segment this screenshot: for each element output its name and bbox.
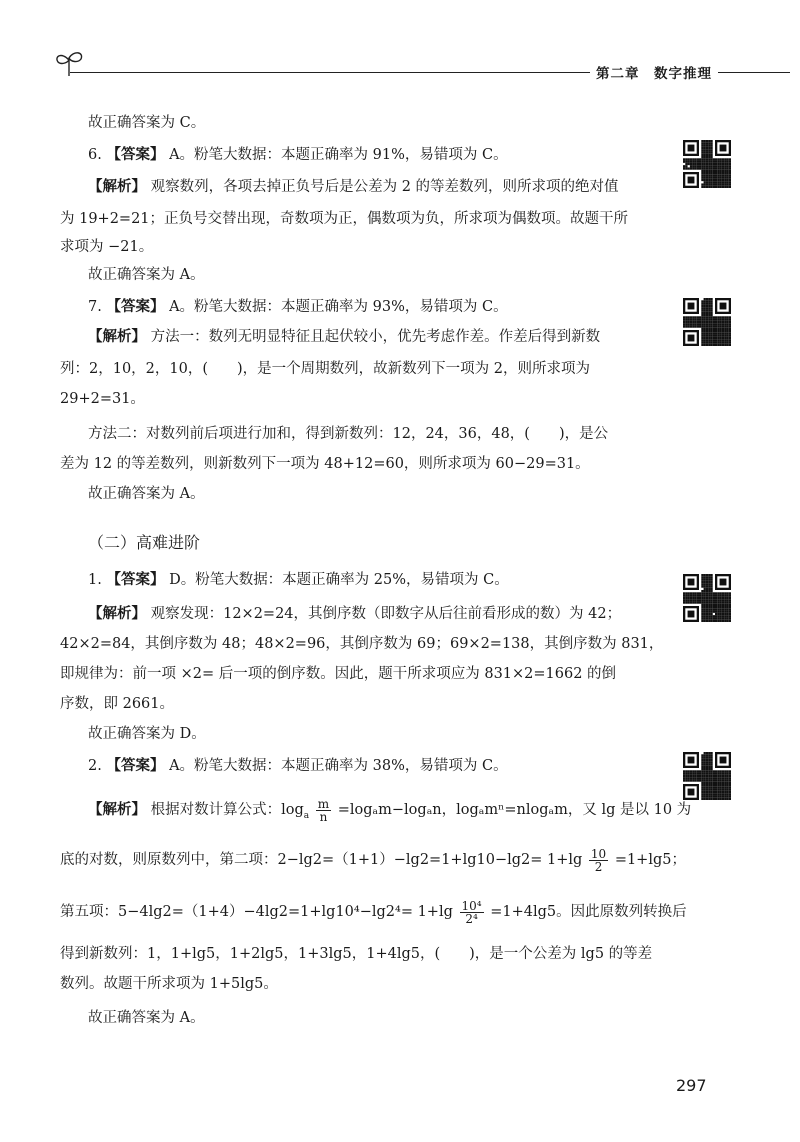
section-heading: （二）高难进阶 [88,533,201,552]
fraction-numerator: m [317,796,330,811]
q6-explanation-1 [88,177,619,197]
adv-q1-answer-text: D。粉笔大数据：本题正确率为 25%，易错项为 C。 [169,572,509,588]
second-term-prefix: 底的对数，则原数列中，第二项：2−lg2=（1+1）−lg2=1+lg10−lg2= 1+lg [60,852,583,868]
q6-explanation-tag: 【解析】 [88,179,146,195]
fraction-numerator: 10⁴ [461,898,482,913]
adv-q2-explanation-1: 【解析】 根据对数计算公式：$\log_a$ $\frac{m}{n}$ =logₐm−logₐn，logₐmⁿ=nlogₐm，又 lg 是以 10 为 [88,796,692,824]
adv-q1-answer [88,570,509,590]
adv-q1-final-answer: 故正确答案为 D。 [88,726,206,742]
formula-suffix: =logₐm−logₐn，logₐmⁿ=nlogₐm，又 lg 是以 10 为 [337,802,692,818]
adv-q2-explanation-tag: 【解析】 [88,802,146,818]
adv-q1-explanation-text: 观察发现：12×2=24，其倒序数（即数字从后往前看形成的数）为 42； [150,606,622,622]
q7-final-answer: 故正确答案为 A。 [88,486,205,502]
second-term-suffix: =1+lg5； [614,852,686,868]
page-number: 297 [676,1076,707,1095]
q6-number: 6. [88,147,102,163]
formula-prefix: 根据对数计算公式：log [150,802,304,818]
adv-q2-explanation-5: 数列。故题干所求项为 1+5lg5。 [60,976,278,992]
adv-q2-explanation-3 [60,898,687,926]
adv-q1-explanation-4: 序数，即 2661。 [60,696,175,712]
adv-q1-answer-tag: 【答案】 [106,572,165,588]
fraction-m-over-n [316,798,331,823]
q6-final-answer: 故正确答案为 A。 [88,267,205,283]
qr-code-icon[interactable] [683,140,731,188]
adv-q2-explanation-2 [60,846,686,874]
fraction-10-over-2 [589,848,608,873]
adv-q2-explanation-4: 得到新数列：1，1+lg5，1+2lg5，1+3lg5，1+4lg5，( )，是一个公差为 lg5 的等差 [60,946,653,962]
qr-code-icon[interactable] [683,574,731,622]
q7-explanation-text: 方法一：数列无明显特征且起伏较小，优先考虑作差。作差后得到新数 [150,329,601,345]
q6-explanation-3: 求项为 −21。 [60,239,154,255]
q7-answer-text: A。粉笔大数据：本题正确率为 93%，易错项为 C。 [169,299,508,315]
q6-answer-tag: 【答案】 [106,147,165,163]
q7-explanation-tag: 【解析】 [88,329,146,345]
adv-q2-answer [88,756,508,776]
q6-explanation-text: 观察数列，各项去掉正负号后是公差为 2 的等差数列，则所求项的绝对值 [150,179,619,195]
q7-answer [88,297,508,317]
fraction-denominator: 2⁴ [465,911,478,926]
q7-method2-2: 差为 12 的等差数列，则新数列下一项为 48+12=60，则所求项为 60−29=31。 [60,456,590,472]
adv-q1-explanation-1 [88,604,621,624]
qr-code-icon[interactable] [683,752,731,800]
fraction-numerator: 10 [590,846,607,861]
fifth-term-prefix: 第五项：5−4lg2=（1+4）−4lg2=1+lg10⁴−lg2⁴= 1+lg [60,904,453,920]
q6-answer-text: A。粉笔大数据：本题正确率为 91%，易错项为 C。 [169,147,508,163]
fraction-denominator: 2 [594,859,603,874]
q7-number: 7. [88,299,102,315]
adv-q2-answer-text: A。粉笔大数据：本题正确率为 38%，易错项为 C。 [169,758,508,774]
adv-q1-explanation-tag: 【解析】 [88,606,146,622]
fifth-term-suffix: =1+4lg5。因此原数列转换后 [490,904,687,920]
fraction-denominator: n [319,809,328,824]
adv-q2-answer-tag: 【答案】 [106,758,165,774]
sprout-icon [52,48,86,78]
q6-answer [88,145,508,165]
q7-method2-1: 方法二：对数列前后项进行加和，得到新数列：12，24，36，48，( )，是公 [88,426,609,442]
adv-q1-explanation-3: 即规律为：前一项 ×2= 后一项的倒序数。因此，题干所求项应为 831×2=1662 的倒 [60,666,617,682]
q7-explanation-1 [88,327,600,347]
adv-q2-number: 2. [88,758,102,774]
q6-explanation-2: 为 19+2=21；正负号交替出现，奇数项为正，偶数项为负，所求项为偶数项。故题干所 [60,211,629,227]
q7-explanation-2: 列：2，10，2，10，( )，是一个周期数列，故新数列下一项为 2，则所求项为 [60,361,590,377]
chapter-title: 第二章 数字推理 [590,62,718,82]
q7-explanation-3: 29+2=31。 [60,391,145,407]
adv-q1-explanation-2: 42×2=84，其倒序数为 48；48×2=96，其倒序数为 69；69×2=138，其倒序数为 831， [60,636,664,652]
adv-q1-number: 1. [88,572,102,588]
q7-answer-tag: 【答案】 [106,299,165,315]
fraction-10pow4-over-2pow4 [460,900,484,925]
answer-line: 故正确答案为 C。 [88,115,206,131]
adv-q2-final-answer: 故正确答案为 A。 [88,1010,205,1026]
qr-code-icon[interactable] [683,298,731,346]
